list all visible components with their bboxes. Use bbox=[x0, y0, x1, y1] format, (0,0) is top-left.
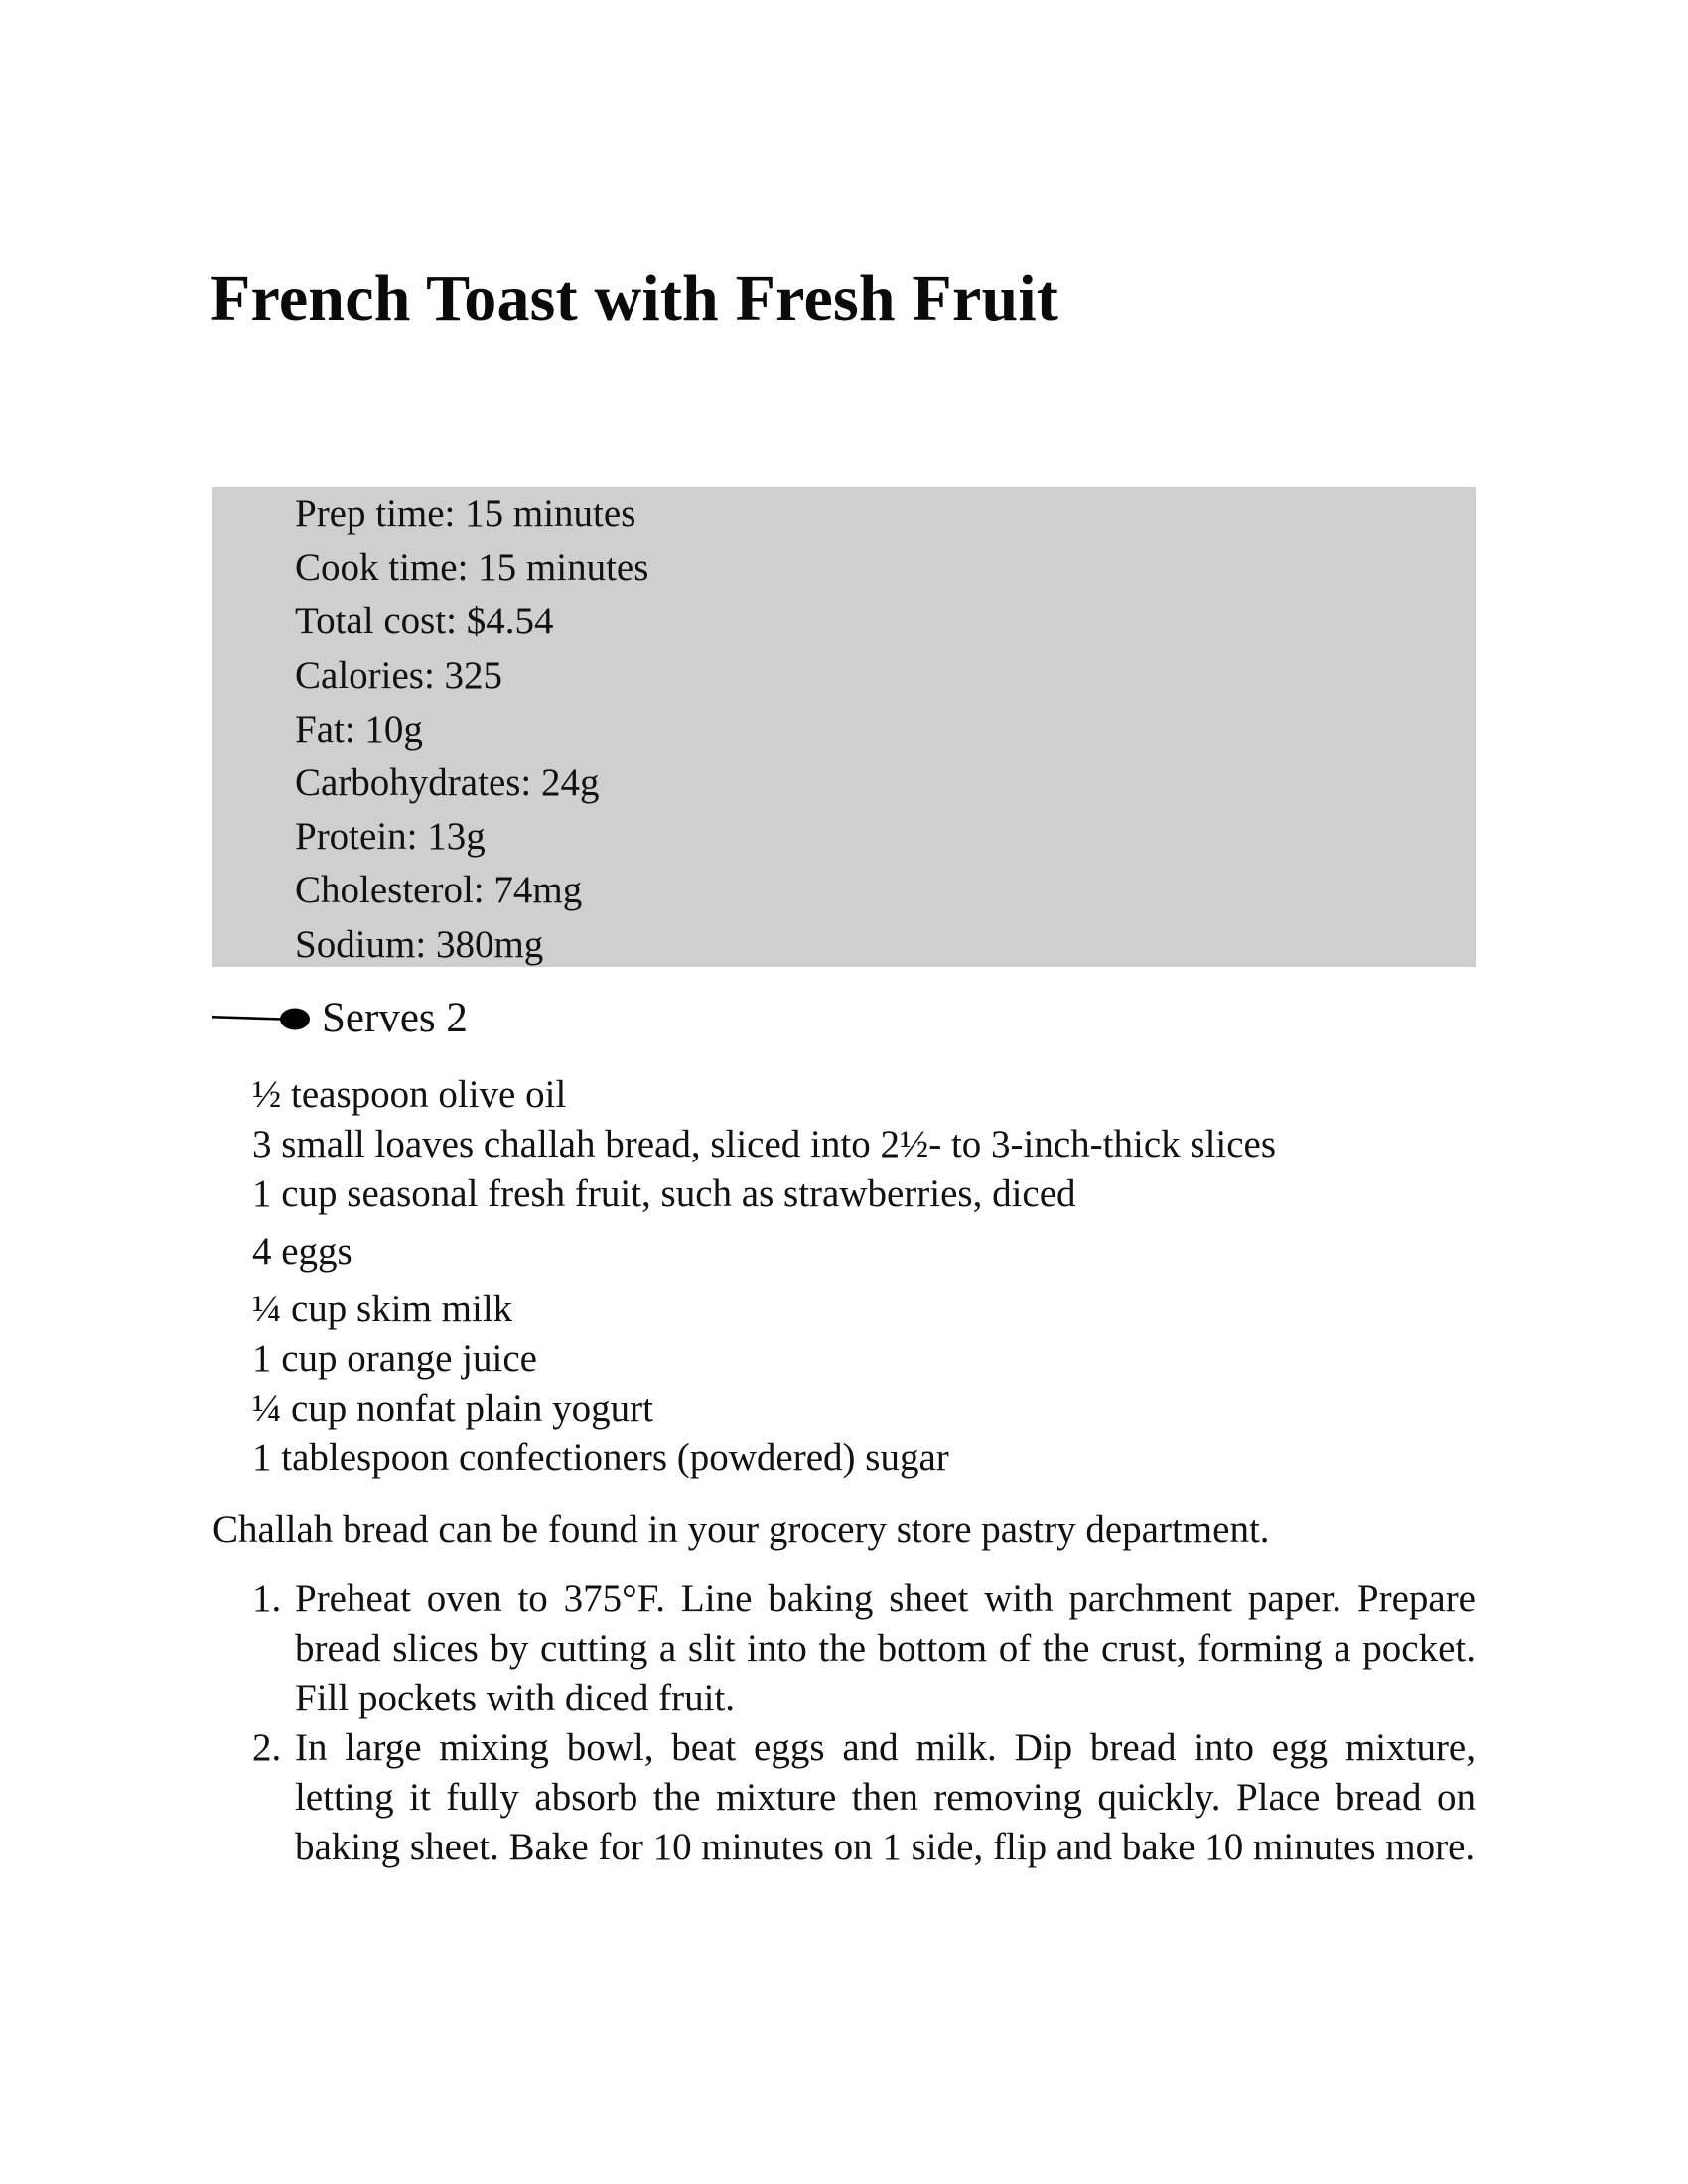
step-item bbox=[252, 1574, 1476, 1723]
info-sodium: Sodium: 380mg bbox=[295, 922, 544, 966]
step-number: 1. bbox=[252, 1577, 282, 1620]
info-cholesterol: Cholesterol: 74mg bbox=[295, 869, 583, 912]
recipe-title: French Toast with Fresh Fruit bbox=[211, 262, 1059, 335]
servings-text: Serves 2 bbox=[322, 995, 468, 1041]
ingredient-item: 4 eggs bbox=[252, 1230, 352, 1273]
instruction-steps bbox=[252, 1574, 1476, 1872]
recipe-note: Challah bread can be found in your grocery store pastry department. bbox=[212, 1508, 1270, 1551]
step-number: 2. bbox=[252, 1726, 282, 1769]
ingredient-item: ¼ cup skim milk bbox=[252, 1288, 513, 1330]
ingredient-item: 1 cup orange juice bbox=[252, 1337, 537, 1380]
servings-line bbox=[212, 991, 468, 1046]
info-protein: Protein: 13g bbox=[295, 815, 486, 859]
ingredient-item: 3 small loaves challah bread, sliced into 2½- to 3-inch-thick slices bbox=[252, 1123, 1277, 1165]
info-carbohydrates: Carbohydrates: 24g bbox=[295, 760, 600, 804]
step-item bbox=[252, 1723, 1476, 1872]
info-total-cost: Total cost: $4.54 bbox=[295, 600, 554, 643]
ingredient-item: ½ teaspoon olive oil bbox=[252, 1073, 567, 1116]
step-text: Preheat oven to 375°F. Line baking sheet with parchment paper. Prepare bread slices by cutting a slit into the bottom of the crust, forming a pocket. Fill pockets with diced fruit. bbox=[295, 1577, 1476, 1719]
ingredient-item: ¼ cup nonfat plain yogurt bbox=[252, 1387, 653, 1430]
step-text: In large mixing bowl, beat eggs and milk. Dip bread into egg mixture, letting it fully absorb the mixture then removing quickly. Place bread on baking sheet. Bake for 10 minutes on 1 side, flip and bake 10 minutes more. bbox=[295, 1726, 1476, 1868]
nutrition-info-list bbox=[295, 487, 648, 972]
spoon-icon bbox=[212, 1005, 312, 1032]
ingredient-item: 1 cup seasonal fresh fruit, such as strawberries, diced bbox=[252, 1172, 1076, 1215]
info-prep-time: Prep time: 15 minutes bbox=[295, 492, 636, 535]
info-cook-time: Cook time: 15 minutes bbox=[295, 546, 649, 590]
info-fat: Fat: 10g bbox=[295, 707, 423, 751]
ingredient-list bbox=[252, 1070, 1276, 1483]
info-calories: Calories: 325 bbox=[295, 653, 503, 697]
ingredient-item: 1 tablespoon confectioners (powdered) sugar bbox=[252, 1436, 949, 1479]
